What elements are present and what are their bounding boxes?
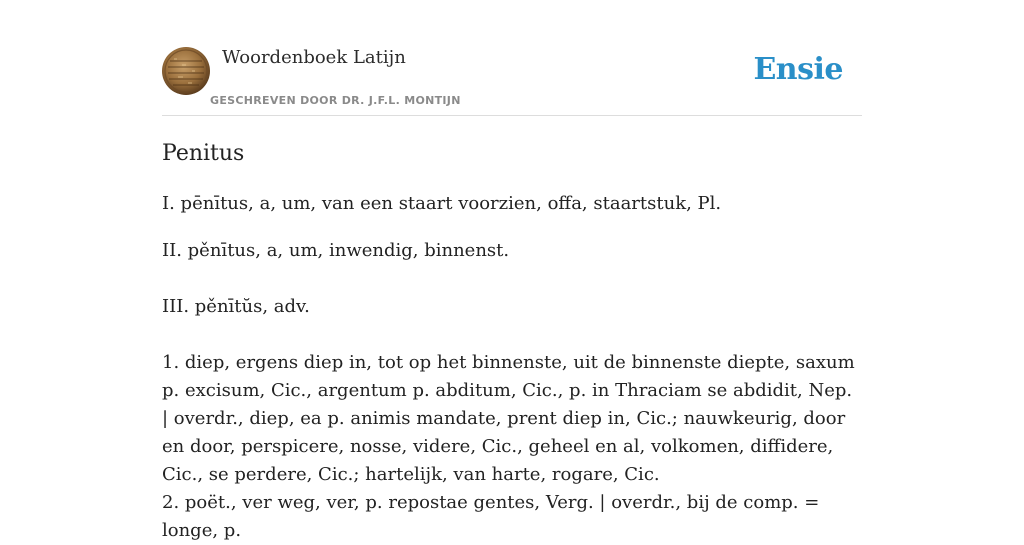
- dictionary-title[interactable]: Woordenboek Latijn: [222, 47, 406, 68]
- definition-paragraph: II. pěnītus, a, um, inwendig, binnenst.: [162, 240, 510, 261]
- header: [162, 46, 862, 116]
- entry-title: Penitus: [162, 141, 245, 166]
- entry-content: [162, 138, 862, 545]
- definition-paragraph: 2. poët., ver weg, ver, p. repostae gentes, Verg. | overdr., bij de comp. = longe, p.: [162, 492, 820, 541]
- definition-paragraph: 1. diep, ergens diep in, tot op het binnenste, uit de binnenste diepte, saxum p. excisum, Cic., argentum p. abditum, Cic., p. in Thraciam se abdidit, Nep. | overdr., diep, ea p. animis mandate, prent diep in, Cic.; nauwkeurig, door en door, perspicere, nosse, videre, Cic., geheel en al, volkomen, diffidere, Cic., se perdere, Cic.; hartelijk, van harte, rogare, Cic.: [162, 352, 855, 485]
- definition-paragraph: III. pěnītŭs, adv.: [162, 296, 310, 317]
- header-divider: [162, 115, 862, 116]
- ensie-logo[interactable]: Ensie: [753, 52, 843, 87]
- author-byline[interactable]: GESCHREVEN DOOR DR. J.F.L. MONTIJN: [210, 94, 461, 107]
- definition-paragraph: I. pēnītus, a, um, van een staart voorzien, offa, staartstuk, Pl.: [162, 193, 722, 214]
- coin-with-inscription-icon: [162, 47, 210, 95]
